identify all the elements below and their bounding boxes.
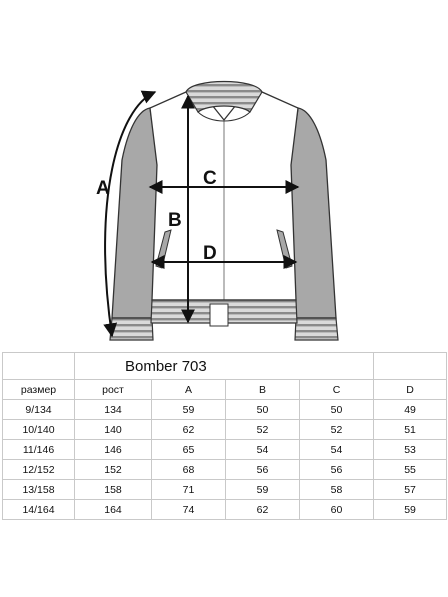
label-b: B: [168, 210, 182, 231]
table-title-row: [3, 353, 447, 380]
cell-size: 11/146: [3, 440, 75, 460]
header-size: размер: [3, 380, 75, 400]
cell-size: 13/158: [3, 480, 75, 500]
cell-a: 68: [152, 460, 226, 480]
title-right-cell: [374, 353, 447, 380]
cell-b: 56: [226, 460, 300, 480]
cell-c: 52: [300, 420, 374, 440]
table-header-row: [3, 380, 447, 400]
left-sleeve: [112, 108, 158, 318]
cell-height: 146: [75, 440, 152, 460]
left-cuff: [110, 318, 153, 340]
cell-b: 52: [226, 420, 300, 440]
table-row: [3, 460, 447, 480]
label-a: A: [96, 178, 110, 199]
cell-size: 10/140: [3, 420, 75, 440]
cell-d: 59: [374, 500, 447, 520]
cell-b: 50: [226, 400, 300, 420]
hem-label: [210, 304, 228, 326]
size-chart-table: [2, 352, 447, 520]
cell-c: 60: [300, 500, 374, 520]
table-row: [3, 400, 447, 420]
cell-b: 62: [226, 500, 300, 520]
label-c: C: [203, 168, 217, 189]
cell-d: 51: [374, 420, 447, 440]
cell-height: 134: [75, 400, 152, 420]
product-title: Bomber 703: [75, 353, 374, 380]
cell-height: 164: [75, 500, 152, 520]
cell-d: 57: [374, 480, 447, 500]
cell-b: 59: [226, 480, 300, 500]
cell-c: 50: [300, 400, 374, 420]
cell-a: 65: [152, 440, 226, 460]
rib-collar: [186, 82, 262, 113]
cell-d: 55: [374, 460, 447, 480]
cell-height: 152: [75, 460, 152, 480]
cell-a: 59: [152, 400, 226, 420]
right-sleeve: [290, 108, 336, 318]
title-left-cell: [3, 353, 75, 380]
cell-size: 14/164: [3, 500, 75, 520]
table-row: [3, 440, 447, 460]
header-d: D: [374, 380, 447, 400]
cell-c: 56: [300, 460, 374, 480]
right-cuff: [295, 318, 338, 340]
header-height: рост: [75, 380, 152, 400]
cell-a: 71: [152, 480, 226, 500]
header-b: B: [226, 380, 300, 400]
cell-size: 12/152: [3, 460, 75, 480]
cell-height: 140: [75, 420, 152, 440]
table-row: [3, 480, 447, 500]
cell-a: 62: [152, 420, 226, 440]
table-row: [3, 500, 447, 520]
label-d: D: [203, 243, 217, 264]
header-a: A: [152, 380, 226, 400]
cell-b: 54: [226, 440, 300, 460]
cell-d: 49: [374, 400, 447, 420]
cell-a: 74: [152, 500, 226, 520]
cell-c: 54: [300, 440, 374, 460]
cell-size: 9/134: [3, 400, 75, 420]
cell-d: 53: [374, 440, 447, 460]
cell-height: 158: [75, 480, 152, 500]
table-row: [3, 420, 447, 440]
header-c: C: [300, 380, 374, 400]
cell-c: 58: [300, 480, 374, 500]
